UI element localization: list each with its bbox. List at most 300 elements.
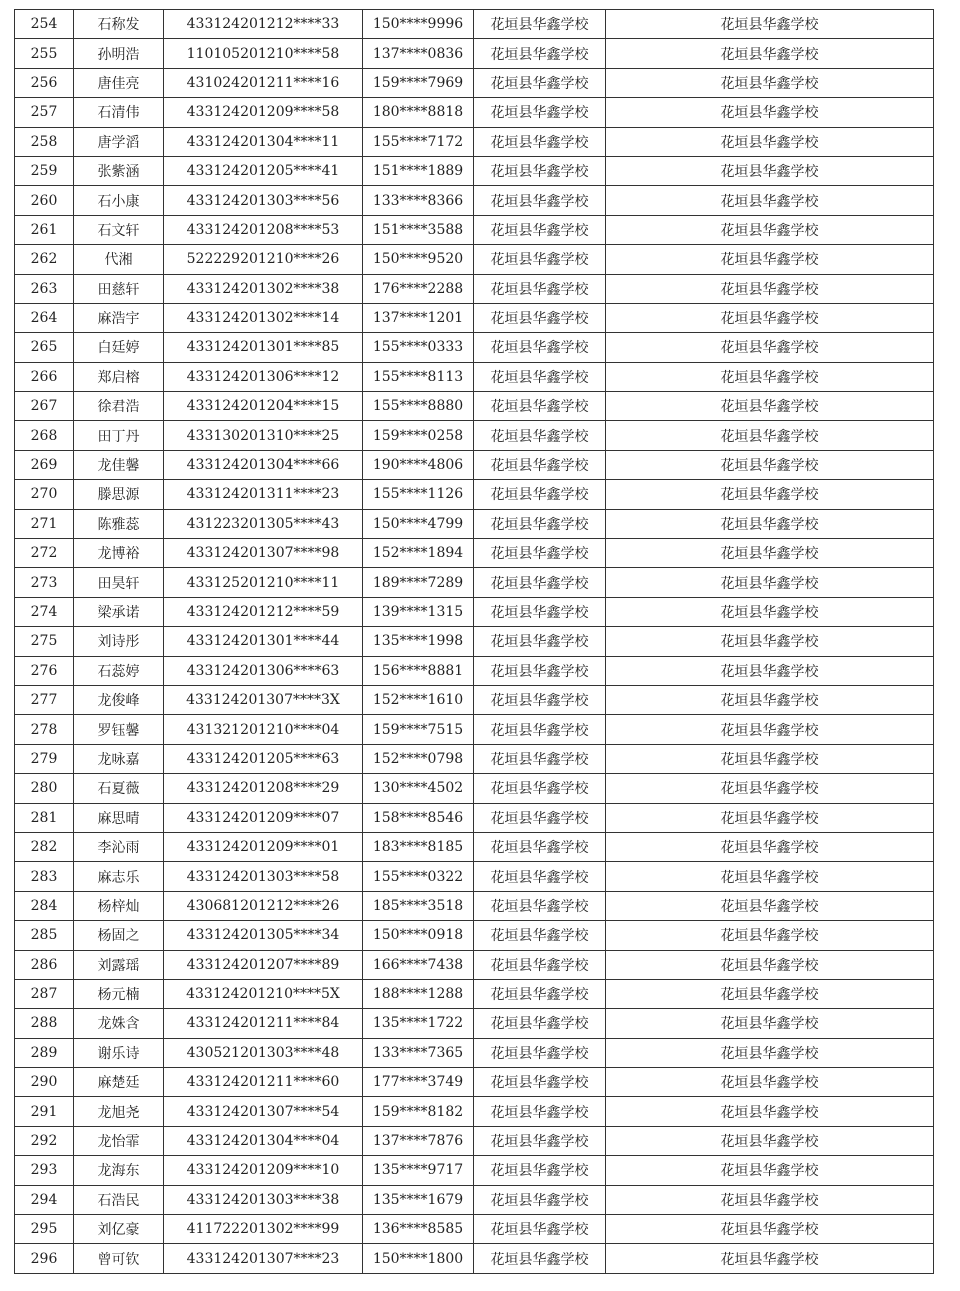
table-row <box>15 215 934 244</box>
name-cell: 龙咏嘉 <box>74 744 164 773</box>
school-cell: 花垣县华鑫学校 <box>474 921 606 950</box>
school-cell: 花垣县华鑫学校 <box>474 1068 606 1097</box>
school-cell: 花垣县华鑫学校 <box>474 10 606 39</box>
id-number-cell: 433124201209****01 <box>164 832 363 861</box>
row-number-cell: 276 <box>15 656 74 685</box>
id-number-cell: 433124201307****23 <box>164 1244 363 1273</box>
school-cell: 花垣县华鑫学校 <box>474 597 606 626</box>
name-cell: 石称发 <box>74 10 164 39</box>
name-cell: 龙旭尧 <box>74 1097 164 1126</box>
name-cell: 白廷婷 <box>74 333 164 362</box>
row-number-cell: 282 <box>15 832 74 861</box>
enrolled-school-cell: 花垣县华鑫学校 <box>606 98 934 127</box>
table-row <box>15 539 934 568</box>
table-row <box>15 127 934 156</box>
row-number-cell: 269 <box>15 450 74 479</box>
enrolled-school-cell: 花垣县华鑫学校 <box>606 862 934 891</box>
row-number-cell: 289 <box>15 1038 74 1067</box>
school-cell: 花垣县华鑫学校 <box>474 245 606 274</box>
table-row <box>15 362 934 391</box>
student-list-table <box>14 9 934 1274</box>
row-number-cell: 284 <box>15 891 74 920</box>
id-number-cell: 433124201301****85 <box>164 333 363 362</box>
name-cell: 田昊轩 <box>74 568 164 597</box>
enrolled-school-cell: 花垣县华鑫学校 <box>606 303 934 332</box>
name-cell: 石小康 <box>74 186 164 215</box>
table-row <box>15 979 934 1008</box>
name-cell: 麻浩宇 <box>74 303 164 332</box>
school-cell: 花垣县华鑫学校 <box>474 186 606 215</box>
phone-cell: 190****4806 <box>363 450 474 479</box>
school-cell: 花垣县华鑫学校 <box>474 627 606 656</box>
table-row <box>15 627 934 656</box>
school-cell: 花垣县华鑫学校 <box>474 715 606 744</box>
enrolled-school-cell: 花垣县华鑫学校 <box>606 215 934 244</box>
phone-cell: 189****7289 <box>363 568 474 597</box>
school-cell: 花垣县华鑫学校 <box>474 774 606 803</box>
id-number-cell: 433124201307****54 <box>164 1097 363 1126</box>
enrolled-school-cell: 花垣县华鑫学校 <box>606 744 934 773</box>
table-row <box>15 1156 934 1185</box>
enrolled-school-cell: 花垣县华鑫学校 <box>606 274 934 303</box>
row-number-cell: 259 <box>15 156 74 185</box>
phone-cell: 151****1889 <box>363 156 474 185</box>
phone-cell: 137****1201 <box>363 303 474 332</box>
id-number-cell: 433124201304****04 <box>164 1126 363 1155</box>
name-cell: 石文轩 <box>74 215 164 244</box>
school-cell: 花垣县华鑫学校 <box>474 274 606 303</box>
row-number-cell: 290 <box>15 1068 74 1097</box>
phone-cell: 139****1315 <box>363 597 474 626</box>
school-cell: 花垣县华鑫学校 <box>474 803 606 832</box>
id-number-cell: 411722201302****99 <box>164 1215 363 1244</box>
name-cell: 徐君浩 <box>74 392 164 421</box>
table-row <box>15 450 934 479</box>
name-cell: 陈雅蕊 <box>74 509 164 538</box>
name-cell: 罗钰馨 <box>74 715 164 744</box>
name-cell: 龙博裕 <box>74 539 164 568</box>
table-row <box>15 715 934 744</box>
phone-cell: 152****1894 <box>363 539 474 568</box>
id-number-cell: 433124201209****58 <box>164 98 363 127</box>
enrolled-school-cell: 花垣县华鑫学校 <box>606 891 934 920</box>
name-cell: 麻楚廷 <box>74 1068 164 1097</box>
phone-cell: 155****0322 <box>363 862 474 891</box>
enrolled-school-cell: 花垣县华鑫学校 <box>606 921 934 950</box>
table-row <box>15 98 934 127</box>
id-number-cell: 433124201303****38 <box>164 1185 363 1214</box>
id-number-cell: 433124201208****29 <box>164 774 363 803</box>
row-number-cell: 267 <box>15 392 74 421</box>
phone-cell: 159****7969 <box>363 68 474 97</box>
table-row <box>15 392 934 421</box>
name-cell: 代湘 <box>74 245 164 274</box>
table-row <box>15 333 934 362</box>
phone-cell: 150****9520 <box>363 245 474 274</box>
school-cell: 花垣县华鑫学校 <box>474 1126 606 1155</box>
name-cell: 张紫涵 <box>74 156 164 185</box>
name-cell: 郑启榕 <box>74 362 164 391</box>
enrolled-school-cell: 花垣县华鑫学校 <box>606 156 934 185</box>
phone-cell: 150****1800 <box>363 1244 474 1273</box>
enrolled-school-cell: 花垣县华鑫学校 <box>606 333 934 362</box>
row-number-cell: 255 <box>15 39 74 68</box>
table-row <box>15 480 934 509</box>
school-cell: 花垣县华鑫学校 <box>474 215 606 244</box>
school-cell: 花垣县华鑫学校 <box>474 362 606 391</box>
enrolled-school-cell: 花垣县华鑫学校 <box>606 186 934 215</box>
school-cell: 花垣县华鑫学校 <box>474 68 606 97</box>
name-cell: 唐学滔 <box>74 127 164 156</box>
phone-cell: 155****8880 <box>363 392 474 421</box>
phone-cell: 150****9996 <box>363 10 474 39</box>
id-number-cell: 433124201303****56 <box>164 186 363 215</box>
row-number-cell: 281 <box>15 803 74 832</box>
table-row <box>15 10 934 39</box>
enrolled-school-cell: 花垣县华鑫学校 <box>606 685 934 714</box>
enrolled-school-cell: 花垣县华鑫学校 <box>606 1244 934 1273</box>
phone-cell: 133****7365 <box>363 1038 474 1067</box>
enrolled-school-cell: 花垣县华鑫学校 <box>606 979 934 1008</box>
enrolled-school-cell: 花垣县华鑫学校 <box>606 656 934 685</box>
phone-cell: 135****1722 <box>363 1009 474 1038</box>
name-cell: 田丁丹 <box>74 421 164 450</box>
enrolled-school-cell: 花垣县华鑫学校 <box>606 10 934 39</box>
id-number-cell: 430521201303****48 <box>164 1038 363 1067</box>
id-number-cell: 433124201212****33 <box>164 10 363 39</box>
table-row <box>15 1097 934 1126</box>
name-cell: 梁承诺 <box>74 597 164 626</box>
phone-cell: 130****4502 <box>363 774 474 803</box>
id-number-cell: 433124201306****63 <box>164 656 363 685</box>
row-number-cell: 294 <box>15 1185 74 1214</box>
school-cell: 花垣县华鑫学校 <box>474 950 606 979</box>
phone-cell: 185****3518 <box>363 891 474 920</box>
phone-cell: 136****8585 <box>363 1215 474 1244</box>
phone-cell: 135****9717 <box>363 1156 474 1185</box>
school-cell: 花垣县华鑫学校 <box>474 39 606 68</box>
id-number-cell: 433124201302****14 <box>164 303 363 332</box>
phone-cell: 133****8366 <box>363 186 474 215</box>
table-row <box>15 1185 934 1214</box>
school-cell: 花垣县华鑫学校 <box>474 127 606 156</box>
id-number-cell: 433130201310****25 <box>164 421 363 450</box>
name-cell: 龙海东 <box>74 1156 164 1185</box>
id-number-cell: 433124201302****38 <box>164 274 363 303</box>
name-cell: 刘诗彤 <box>74 627 164 656</box>
table-row <box>15 1009 934 1038</box>
row-number-cell: 285 <box>15 921 74 950</box>
enrolled-school-cell: 花垣县华鑫学校 <box>606 774 934 803</box>
enrolled-school-cell: 花垣县华鑫学校 <box>606 597 934 626</box>
table-body <box>15 10 934 1274</box>
row-number-cell: 277 <box>15 685 74 714</box>
id-number-cell: 433124201211****60 <box>164 1068 363 1097</box>
id-number-cell: 433125201210****11 <box>164 568 363 597</box>
id-number-cell: 430681201212****26 <box>164 891 363 920</box>
row-number-cell: 271 <box>15 509 74 538</box>
id-number-cell: 433124201209****10 <box>164 1156 363 1185</box>
row-number-cell: 280 <box>15 774 74 803</box>
phone-cell: 155****0333 <box>363 333 474 362</box>
table-row <box>15 156 934 185</box>
school-cell: 花垣县华鑫学校 <box>474 891 606 920</box>
table-row <box>15 568 934 597</box>
phone-cell: 135****1998 <box>363 627 474 656</box>
school-cell: 花垣县华鑫学校 <box>474 979 606 1008</box>
table-row <box>15 656 934 685</box>
table-row <box>15 39 934 68</box>
phone-cell: 155****7172 <box>363 127 474 156</box>
name-cell: 石清伟 <box>74 98 164 127</box>
row-number-cell: 264 <box>15 303 74 332</box>
name-cell: 石夏薇 <box>74 774 164 803</box>
phone-cell: 135****1679 <box>363 1185 474 1214</box>
name-cell: 刘露瑶 <box>74 950 164 979</box>
table-row <box>15 685 934 714</box>
school-cell: 花垣县华鑫学校 <box>474 1038 606 1067</box>
enrolled-school-cell: 花垣县华鑫学校 <box>606 539 934 568</box>
table-row <box>15 1068 934 1097</box>
row-number-cell: 265 <box>15 333 74 362</box>
table-row <box>15 245 934 274</box>
school-cell: 花垣县华鑫学校 <box>474 480 606 509</box>
name-cell: 田慈轩 <box>74 274 164 303</box>
phone-cell: 159****0258 <box>363 421 474 450</box>
enrolled-school-cell: 花垣县华鑫学校 <box>606 715 934 744</box>
table-row <box>15 186 934 215</box>
phone-cell: 180****8818 <box>363 98 474 127</box>
table-row <box>15 597 934 626</box>
row-number-cell: 275 <box>15 627 74 656</box>
id-number-cell: 433124201311****23 <box>164 480 363 509</box>
school-cell: 花垣县华鑫学校 <box>474 862 606 891</box>
id-number-cell: 433124201305****34 <box>164 921 363 950</box>
school-cell: 花垣县华鑫学校 <box>474 450 606 479</box>
phone-cell: 159****8182 <box>363 1097 474 1126</box>
enrolled-school-cell: 花垣县华鑫学校 <box>606 1009 934 1038</box>
name-cell: 谢乐诗 <box>74 1038 164 1067</box>
name-cell: 龙佳馨 <box>74 450 164 479</box>
enrolled-school-cell: 花垣县华鑫学校 <box>606 1126 934 1155</box>
table-row <box>15 921 934 950</box>
phone-cell: 155****8113 <box>363 362 474 391</box>
school-cell: 花垣县华鑫学校 <box>474 1009 606 1038</box>
id-number-cell: 433124201205****63 <box>164 744 363 773</box>
id-number-cell: 433124201204****15 <box>164 392 363 421</box>
table-row <box>15 1215 934 1244</box>
id-number-cell: 522229201210****26 <box>164 245 363 274</box>
name-cell: 麻思晴 <box>74 803 164 832</box>
phone-cell: 158****8546 <box>363 803 474 832</box>
name-cell: 曾可钦 <box>74 1244 164 1273</box>
enrolled-school-cell: 花垣县华鑫学校 <box>606 1215 934 1244</box>
school-cell: 花垣县华鑫学校 <box>474 744 606 773</box>
id-number-cell: 431321201210****04 <box>164 715 363 744</box>
id-number-cell: 431223201305****43 <box>164 509 363 538</box>
phone-cell: 159****7515 <box>363 715 474 744</box>
school-cell: 花垣县华鑫学校 <box>474 539 606 568</box>
enrolled-school-cell: 花垣县华鑫学校 <box>606 627 934 656</box>
name-cell: 杨固之 <box>74 921 164 950</box>
phone-cell: 137****7876 <box>363 1126 474 1155</box>
id-number-cell: 433124201301****44 <box>164 627 363 656</box>
name-cell: 龙姝含 <box>74 1009 164 1038</box>
row-number-cell: 283 <box>15 862 74 891</box>
name-cell: 石浩民 <box>74 1185 164 1214</box>
school-cell: 花垣县华鑫学校 <box>474 98 606 127</box>
table-row <box>15 509 934 538</box>
phone-cell: 150****0918 <box>363 921 474 950</box>
id-number-cell: 433124201208****53 <box>164 215 363 244</box>
table-row <box>15 950 934 979</box>
id-number-cell: 433124201205****41 <box>164 156 363 185</box>
school-cell: 花垣县华鑫学校 <box>474 1185 606 1214</box>
school-cell: 花垣县华鑫学校 <box>474 1244 606 1273</box>
school-cell: 花垣县华鑫学校 <box>474 1097 606 1126</box>
enrolled-school-cell: 花垣县华鑫学校 <box>606 480 934 509</box>
row-number-cell: 254 <box>15 10 74 39</box>
enrolled-school-cell: 花垣县华鑫学校 <box>606 1038 934 1067</box>
phone-cell: 188****1288 <box>363 979 474 1008</box>
table-row <box>15 832 934 861</box>
table-row <box>15 274 934 303</box>
id-number-cell: 433124201304****66 <box>164 450 363 479</box>
row-number-cell: 268 <box>15 421 74 450</box>
school-cell: 花垣县华鑫学校 <box>474 832 606 861</box>
enrolled-school-cell: 花垣县华鑫学校 <box>606 450 934 479</box>
phone-cell: 166****7438 <box>363 950 474 979</box>
enrolled-school-cell: 花垣县华鑫学校 <box>606 1068 934 1097</box>
id-number-cell: 431024201211****16 <box>164 68 363 97</box>
row-number-cell: 272 <box>15 539 74 568</box>
phone-cell: 183****8185 <box>363 832 474 861</box>
table-row <box>15 303 934 332</box>
name-cell: 龙怡霏 <box>74 1126 164 1155</box>
row-number-cell: 258 <box>15 127 74 156</box>
phone-cell: 152****1610 <box>363 685 474 714</box>
id-number-cell: 433124201207****89 <box>164 950 363 979</box>
phone-cell: 156****8881 <box>363 656 474 685</box>
id-number-cell: 110105201210****58 <box>164 39 363 68</box>
enrolled-school-cell: 花垣县华鑫学校 <box>606 421 934 450</box>
name-cell: 杨梓灿 <box>74 891 164 920</box>
id-number-cell: 433124201211****84 <box>164 1009 363 1038</box>
row-number-cell: 279 <box>15 744 74 773</box>
table-row <box>15 862 934 891</box>
enrolled-school-cell: 花垣县华鑫学校 <box>606 568 934 597</box>
row-number-cell: 288 <box>15 1009 74 1038</box>
table-row <box>15 774 934 803</box>
school-cell: 花垣县华鑫学校 <box>474 509 606 538</box>
enrolled-school-cell: 花垣县华鑫学校 <box>606 832 934 861</box>
school-cell: 花垣县华鑫学校 <box>474 568 606 597</box>
table-row <box>15 803 934 832</box>
row-number-cell: 278 <box>15 715 74 744</box>
enrolled-school-cell: 花垣县华鑫学校 <box>606 392 934 421</box>
enrolled-school-cell: 花垣县华鑫学校 <box>606 39 934 68</box>
table-row <box>15 891 934 920</box>
row-number-cell: 261 <box>15 215 74 244</box>
row-number-cell: 292 <box>15 1126 74 1155</box>
name-cell: 刘亿豪 <box>74 1215 164 1244</box>
row-number-cell: 266 <box>15 362 74 391</box>
id-number-cell: 433124201210****5X <box>164 979 363 1008</box>
school-cell: 花垣县华鑫学校 <box>474 685 606 714</box>
school-cell: 花垣县华鑫学校 <box>474 421 606 450</box>
row-number-cell: 295 <box>15 1215 74 1244</box>
name-cell: 龙俊峰 <box>74 685 164 714</box>
row-number-cell: 287 <box>15 979 74 1008</box>
school-cell: 花垣县华鑫学校 <box>474 392 606 421</box>
table-row <box>15 744 934 773</box>
row-number-cell: 296 <box>15 1244 74 1273</box>
enrolled-school-cell: 花垣县华鑫学校 <box>606 950 934 979</box>
phone-cell: 150****4799 <box>363 509 474 538</box>
row-number-cell: 270 <box>15 480 74 509</box>
row-number-cell: 274 <box>15 597 74 626</box>
enrolled-school-cell: 花垣县华鑫学校 <box>606 68 934 97</box>
enrolled-school-cell: 花垣县华鑫学校 <box>606 1185 934 1214</box>
table-row <box>15 1038 934 1067</box>
school-cell: 花垣县华鑫学校 <box>474 1156 606 1185</box>
name-cell: 石蕊婷 <box>74 656 164 685</box>
enrolled-school-cell: 花垣县华鑫学校 <box>606 509 934 538</box>
phone-cell: 137****0836 <box>363 39 474 68</box>
name-cell: 李沁雨 <box>74 832 164 861</box>
school-cell: 花垣县华鑫学校 <box>474 303 606 332</box>
row-number-cell: 286 <box>15 950 74 979</box>
row-number-cell: 262 <box>15 245 74 274</box>
enrolled-school-cell: 花垣县华鑫学校 <box>606 245 934 274</box>
enrolled-school-cell: 花垣县华鑫学校 <box>606 1156 934 1185</box>
table-row <box>15 1126 934 1155</box>
id-number-cell: 433124201209****07 <box>164 803 363 832</box>
school-cell: 花垣县华鑫学校 <box>474 156 606 185</box>
enrolled-school-cell: 花垣县华鑫学校 <box>606 1097 934 1126</box>
id-number-cell: 433124201306****12 <box>164 362 363 391</box>
table-row <box>15 1244 934 1273</box>
name-cell: 孙明浩 <box>74 39 164 68</box>
row-number-cell: 291 <box>15 1097 74 1126</box>
name-cell: 滕思源 <box>74 480 164 509</box>
row-number-cell: 263 <box>15 274 74 303</box>
phone-cell: 155****1126 <box>363 480 474 509</box>
row-number-cell: 257 <box>15 98 74 127</box>
row-number-cell: 293 <box>15 1156 74 1185</box>
id-number-cell: 433124201307****98 <box>164 539 363 568</box>
phone-cell: 151****3588 <box>363 215 474 244</box>
name-cell: 麻志乐 <box>74 862 164 891</box>
name-cell: 杨元楠 <box>74 979 164 1008</box>
enrolled-school-cell: 花垣县华鑫学校 <box>606 362 934 391</box>
table-row <box>15 68 934 97</box>
row-number-cell: 260 <box>15 186 74 215</box>
enrolled-school-cell: 花垣县华鑫学校 <box>606 803 934 832</box>
school-cell: 花垣县华鑫学校 <box>474 656 606 685</box>
name-cell: 唐佳亮 <box>74 68 164 97</box>
id-number-cell: 433124201304****11 <box>164 127 363 156</box>
school-cell: 花垣县华鑫学校 <box>474 1215 606 1244</box>
row-number-cell: 273 <box>15 568 74 597</box>
phone-cell: 177****3749 <box>363 1068 474 1097</box>
enrolled-school-cell: 花垣县华鑫学校 <box>606 127 934 156</box>
row-number-cell: 256 <box>15 68 74 97</box>
phone-cell: 152****0798 <box>363 744 474 773</box>
id-number-cell: 433124201307****3X <box>164 685 363 714</box>
id-number-cell: 433124201303****58 <box>164 862 363 891</box>
phone-cell: 176****2288 <box>363 274 474 303</box>
